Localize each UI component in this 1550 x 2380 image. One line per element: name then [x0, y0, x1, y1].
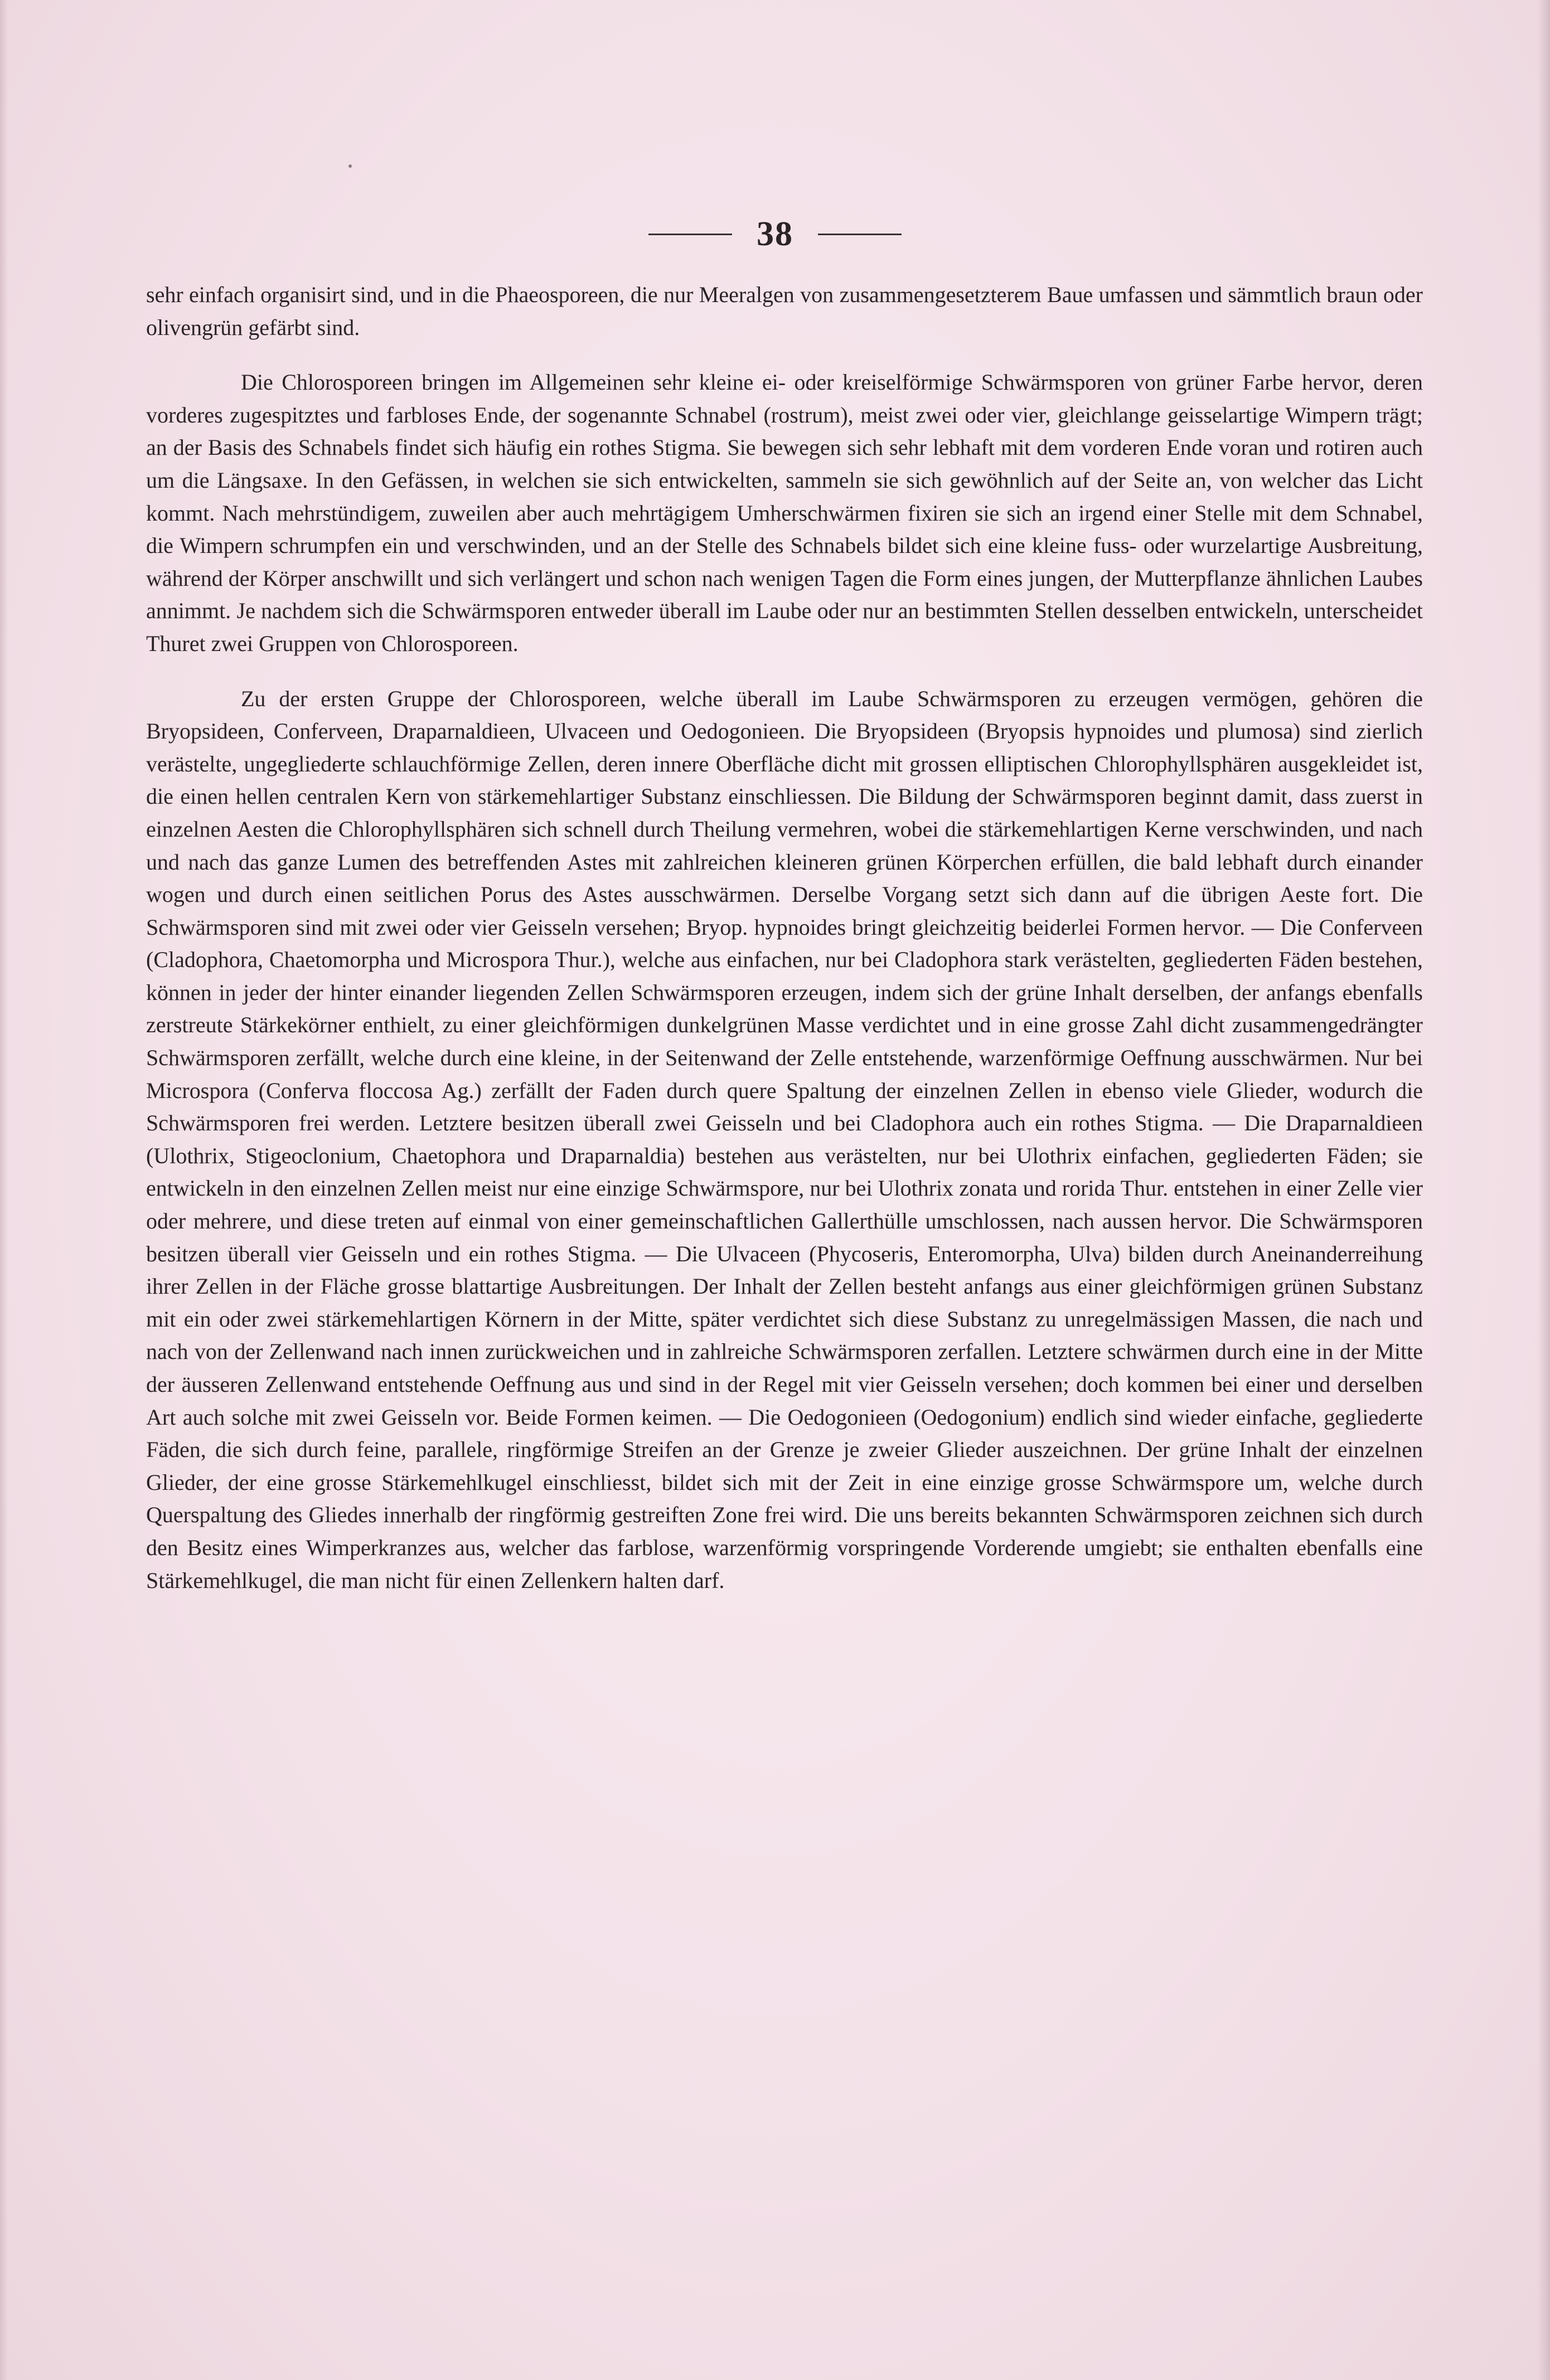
paragraph-continuation: sehr einfach organisirt sind, und in die Phaeosporeen, die nur Meeralgen von zusammengesetzterem Baue umfassen und sämmtlich braun oder olivengrün gefärbt sind. — [146, 282, 1423, 340]
header-rule-right — [818, 234, 902, 235]
paragraph-chlorosporeen: Die Chlorosporeen bringen im Allgemeinen sehr kleine ei- oder kreiselförmige Schwärmsporen von grüner Farbe hervor, deren vorderes zugespitztes und farbloses Ende, der sogenannte Schnabel (rostrum), meist zwei oder vier, gleichlange geisselartige Wimpern trägt; an der Basis des Schnabels findet sich häufig ein rothes Stigma. Sie bewegen sich sehr lebhaft mit dem vorderen Ende voran und rotiren auch um die Längsaxe. In den Gefässen, in welchen sie sich entwickelten, sammeln sie sich gewöhnlich auf der Seite an, von welcher das Licht kommt. Nach mehrstündigem, zuweilen aber auch mehrtägigem Umherschwärmen fixiren sie sich an irgend einer Stelle mit dem Schnabel, die Wimpern schrumpfen ein und verschwinden, und an der Stelle des Schnabels bildet sich eine kleine fuss- oder wurzelartige Ausbreitung, während der Körper anschwillt und sich verlängert und schon nach wenigen Tagen die Form eines jungen, der Mutterpflanze ähnlichen Laubes annimmt. Je nachdem sich die Schwärmsporen entweder überall im Laube oder nur an bestimmten Stellen desselben entwickeln, unterscheidet Thuret zwei Gruppen von Chlorosporeen. — [146, 370, 1423, 656]
speck-mark — [348, 164, 352, 168]
body-text — [146, 279, 1423, 1597]
page-header — [0, 212, 1550, 256]
paragraph-first-group: Zu der ersten Gruppe der Chlorosporeen, welche überall im Laube Schwärmsporen zu erzeugen vermögen, gehören die Bryopsideen, Conferveen, Draparnaldieen, Ulvaceen und Oedogonieen. Die Bryopsideen (Bryopsis hypnoides und plumosa) sind zierlich verästelte, ungegliederte schlauchförmige Zellen, deren innere Oberfläche dicht mit grossen elliptischen Chlorophyllsphären ausgekleidet ist, die einen hellen centralen Kern von stärkemehlartiger Substanz einschliessen. Die Bildung der Schwärmsporen beginnt damit, dass zuerst in einzelnen Aesten die Chlorophyllsphären sich schnell durch Theilung vermehren, wobei die stärkemehlartigen Kerne verschwinden, und nach und nach das ganze Lumen des betreffenden Astes mit zahlreichen kleineren grünen Körperchen erfüllen, die bald lebhaft durch einander wogen und durch einen seitlichen Porus des Astes ausschwärmen. Derselbe Vorgang setzt sich dann auf die übrigen Aeste fort. Die Schwärmsporen sind mit zwei oder vier Geisseln versehen; Bryop. hypnoides bringt gleichzeitig beiderlei Formen hervor. — Die Conferveen (Cladophora, Chaetomorpha und Microspora Thur.), welche aus einfachen, nur bei Cladophora stark verästelten, gegliederten Fäden bestehen, können in jeder der hinter einander liegenden Zellen Schwärmsporen erzeugen, indem sich der grüne Inhalt derselben, der anfangs ebenfalls zerstreute Stärkekörner enthielt, zu einer gleichförmigen dunkelgrünen Masse verdichtet und in eine grosse Zahl dicht zusammengedrängter Schwärmsporen zerfällt, welche durch eine kleine, in der Seitenwand der Zelle entstehende, warzenförmige Oeffnung ausschwärmen. Nur bei Microspora (Conferva floccosa Ag.) zerfällt der Faden durch quere Spaltung der einzelnen Zellen in ebenso viele Glieder, wodurch die Schwärmsporen frei werden. Letztere besitzen überall zwei Geisseln und bei Cladophora auch ein rothes Stigma. — Die Draparnaldieen (Ulothrix, Stigeoclonium, Chaetophora und Draparnaldia) bestehen aus verästelten, nur bei Ulothrix einfachen, gegliederten Fäden; sie entwickeln in den einzelnen Zellen meist nur eine einzige Schwärmspore, nur bei Ulothrix zonata und rorida Thur. entstehen in einer Zelle vier oder mehrere, und diese treten auf einmal von einer gemeinschaftlichen Gallerthülle umschlossen, nach aussen hervor. Die Schwärmsporen besitzen überall vier Geisseln und ein rothes Stigma. — Die Ulvaceen (Phycoseris, Enteromorpha, Ulva) bilden durch Aneinanderreihung ihrer Zellen in der Fläche grosse blattartige Ausbreitungen. Der Inhalt der Zellen besteht anfangs aus einer gleichförmigen grünen Substanz mit ein oder zwei stärkemehlartigen Körnern in der Mitte, später verdichtet sich diese Substanz zu unregelmässigen Massen, die nach und nach von der Zellenwand nach innen zurückweichen und in zahlreiche Schwärmsporen zerfallen. Letztere schwärmen durch eine in der Mitte der äusseren Zellenwand entstehende Oeffnung aus und sind in der Regel mit vier Geisseln versehen; doch kommen bei einer und derselben Art auch solche mit zwei Geisseln vor. Beide Formen keimen. — Die Oedogonieen (Oedogonium) endlich sind wieder einfache, gegliederte Fäden, die sich durch feine, parallele, ringförmige Streifen an der Grenze je zweier Glieder auszeichnen. Der grüne Inhalt der einzelnen Glieder, der eine grosse Stärkemehlkugel einschliesst, bildet sich mit der Zeit in eine einzige grosse Schwärmspore um, welche durch Querspaltung des Gliedes innerhalb der ringförmig gestreiften Zone frei wird. Die uns bereits bekannten Schwärmsporen zeichnen sich durch den Besitz eines Wimperkranzes aus, welcher das farblose, warzenförmig vorspringende Vorderende umgiebt; sie enthalten ebenfalls eine Stärkemehlkugel, die man nicht für einen Zellenkern halten darf. — [146, 686, 1423, 1593]
header-rule-left — [648, 234, 732, 235]
page-number: 38 — [757, 215, 793, 253]
page-edge-shadow-left — [0, 0, 8, 2380]
page-edge-shadow-right — [1538, 0, 1550, 2380]
